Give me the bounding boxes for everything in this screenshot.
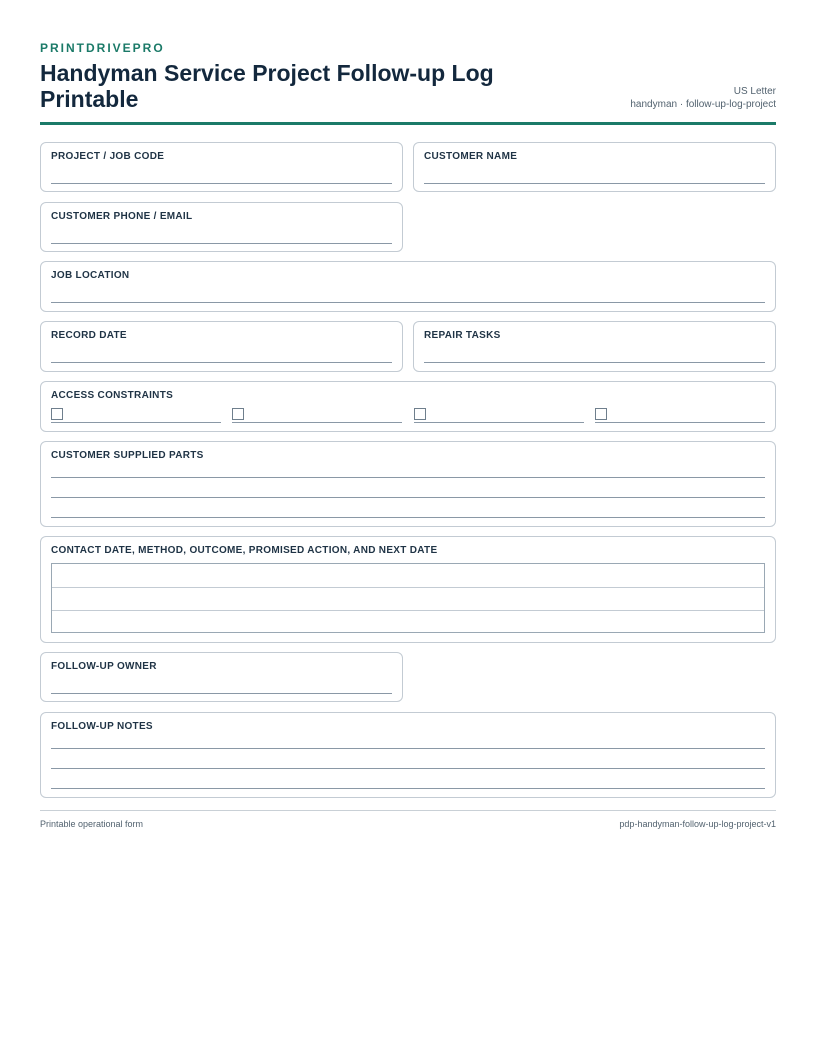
field-label: REPAIR TASKS <box>424 330 501 341</box>
project-job-code-field[interactable] <box>40 142 403 192</box>
field-label: FOLLOW-UP OWNER <box>51 661 157 672</box>
page-title: Handyman Service Project Follow-up Log Printable <box>40 60 494 112</box>
field-label: CUSTOMER SUPPLIED PARTS <box>51 450 204 461</box>
follow-up-notes-field[interactable] <box>40 712 776 798</box>
table-row-divider <box>52 587 764 588</box>
footer-rule <box>40 810 776 811</box>
field-label: JOB LOCATION <box>51 270 130 281</box>
access-constraints-field <box>40 381 776 432</box>
write-line[interactable] <box>51 768 765 769</box>
write-line[interactable] <box>51 788 765 789</box>
write-line[interactable] <box>595 422 765 423</box>
write-line[interactable] <box>51 422 221 423</box>
customer-phone-email-field[interactable] <box>40 202 403 252</box>
repair-tasks-field[interactable] <box>413 321 776 372</box>
form-slug: handyman · follow-up-log-project <box>630 99 776 110</box>
write-line[interactable] <box>51 302 765 303</box>
checkbox[interactable] <box>595 408 607 420</box>
write-line[interactable] <box>51 183 392 184</box>
table-row-divider <box>52 610 764 611</box>
field-label: ACCESS CONSTRAINTS <box>51 390 174 401</box>
footer-left-text: Printable operational form <box>40 819 144 829</box>
paper-size: US Letter <box>733 86 776 97</box>
access-constraint-option[interactable] <box>232 408 402 423</box>
follow-up-owner-field[interactable] <box>40 652 403 702</box>
contact-log-field <box>40 536 776 643</box>
write-line[interactable] <box>51 243 392 244</box>
write-line[interactable] <box>51 748 765 749</box>
access-constraint-option[interactable] <box>414 408 584 423</box>
brand-name: PRINTDRIVEPRO <box>40 41 165 55</box>
write-line[interactable] <box>51 693 392 694</box>
access-constraint-option[interactable] <box>51 408 221 423</box>
checkbox[interactable] <box>232 408 244 420</box>
write-line[interactable] <box>414 422 584 423</box>
customer-name-field[interactable] <box>413 142 776 192</box>
field-label: FOLLOW-UP NOTES <box>51 721 153 732</box>
checkbox[interactable] <box>414 408 426 420</box>
job-location-field[interactable] <box>40 261 776 312</box>
write-line[interactable] <box>51 517 765 518</box>
footer-form-id: pdp-handyman-follow-up-log-project-v1 <box>619 819 776 829</box>
page-meta <box>630 85 776 111</box>
access-constraint-option[interactable] <box>595 408 765 423</box>
field-label: RECORD DATE <box>51 330 127 341</box>
write-line[interactable] <box>424 362 765 363</box>
field-label: CONTACT DATE, METHOD, OUTCOME, PROMISED ACTION, AND NEXT DATE <box>51 545 438 556</box>
write-line[interactable] <box>51 497 765 498</box>
write-line[interactable] <box>232 422 402 423</box>
record-date-field[interactable] <box>40 321 403 372</box>
checkbox[interactable] <box>51 408 63 420</box>
header-rule <box>40 122 776 125</box>
write-line[interactable] <box>51 362 392 363</box>
write-line[interactable] <box>424 183 765 184</box>
contact-log-table <box>51 563 765 633</box>
field-label: CUSTOMER NAME <box>424 151 518 162</box>
field-label: CUSTOMER PHONE / EMAIL <box>51 211 193 222</box>
write-line[interactable] <box>51 477 765 478</box>
customer-supplied-parts-field[interactable] <box>40 441 776 527</box>
field-label: PROJECT / JOB CODE <box>51 151 165 162</box>
